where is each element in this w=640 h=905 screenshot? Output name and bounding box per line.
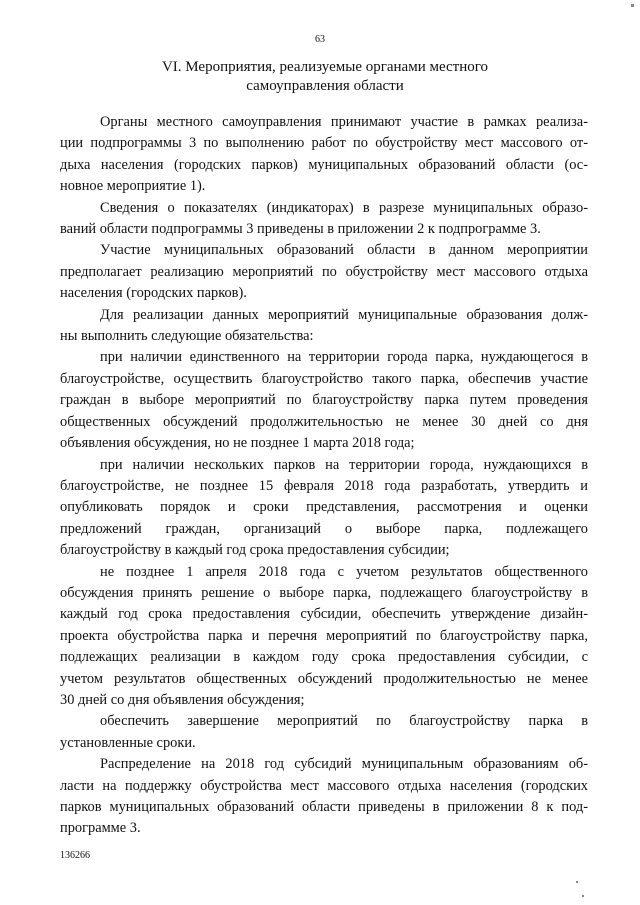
text-line: при наличии единственного на территории города парка, нуждающегося в (100, 349, 588, 366)
paragraph (60, 754, 588, 840)
text-line: каждый год срока предоставления субсидии, обеспечить утверждение дизайн- (60, 606, 588, 623)
text-line: учетом результатов общественных обсуждений продолжительностью не менее (60, 670, 588, 687)
text-line: дыха населения (городских парков) муниципальных образований области (ос- (60, 156, 588, 173)
paragraph (60, 347, 588, 454)
text-line: опубликовать порядок и сроки представления, рассмотрения и оценки (60, 499, 588, 516)
text-line: подлежащих реализации в каждом году срока предоставления субсидии, с (60, 649, 588, 666)
text-line: при наличии нескольких парков на территории города, нуждающихся в (100, 456, 588, 473)
text-line: ласти на поддержку обустройства мест массового отдыха населения (городских (60, 777, 588, 794)
scan-speck (631, 4, 634, 7)
paragraph (60, 711, 588, 754)
text-line: предложений граждан, организаций о выборе парка, подлежащего (60, 520, 588, 537)
text-line: предполагает реализацию мероприятий по обустройству мест массового отдыха (60, 263, 588, 280)
text-line: обеспечить завершение мероприятий по благоустройству парка в (100, 713, 588, 730)
text-line: Распределение на 2018 год субсидий муниципальным образованиям об- (100, 756, 588, 773)
text-line: общественных обсуждений продолжительностью не менее 30 дней со дня (60, 413, 588, 430)
text-line: обсуждения принять решение о выборе парка, подлежащего благоустройству в (60, 584, 588, 601)
text-line: ваний области подпрограммы 3 приведены в приложении 2 к подпрограмме 3. (60, 221, 541, 238)
text-line: парков муниципальных образований области приведены в приложении 8 к под- (60, 799, 588, 815)
text-line: Участие муниципальных образований области в данном мероприятии (100, 242, 588, 259)
body-text (60, 112, 588, 840)
text-line: Сведения о показателях (индикаторах) в разрезе муниципальных образо- (100, 199, 588, 216)
paragraph (60, 198, 588, 241)
text-line: не позднее 1 апреля 2018 года с учетом результатов общественного (100, 563, 588, 580)
text-line: программе 3. (60, 820, 141, 837)
paragraph (60, 455, 588, 562)
text-line: новное мероприятие 1). (60, 178, 206, 195)
scan-speck (576, 881, 578, 883)
page-number: 63 (315, 34, 325, 45)
text-line: установленные сроки. (60, 734, 196, 751)
text-line: проекта обустройства парка и перечня мероприятий по благоустройству парка, (60, 627, 588, 644)
text-line: благоустройстве, не позднее 15 февраля 2018 года разработать, утвердить и (60, 477, 588, 494)
text-line: Для реализации данных мероприятий муниципальные образования долж- (100, 306, 588, 323)
paragraph (60, 562, 588, 712)
paragraph (60, 112, 588, 198)
text-line: благоустройстве, осуществить благоустройство такого парка, обеспечив участие (60, 370, 588, 387)
scan-speck (582, 895, 584, 897)
text-line: ны выполнить следующие обязательства: (60, 328, 314, 345)
text-line: населения (городских парков). (60, 285, 247, 302)
text-line: Органы местного самоуправления принимают участие в рамках реализа- (100, 114, 588, 130)
section-heading-line-1: VI. Мероприятия, реализуемые органами местного (161, 59, 489, 75)
section-heading-line-2: самоуправления области (246, 78, 404, 94)
text-line: благоустройству в каждый год срока предоставления субсидии; (60, 542, 450, 559)
document-code: 136266 (60, 850, 90, 861)
paragraph (60, 240, 588, 304)
text-line: объявления обсуждения, но не позднее 1 марта 2018 года; (60, 435, 415, 452)
section-heading (80, 58, 570, 96)
paragraph (60, 305, 588, 348)
text-line: ции подпрограммы 3 по выполнению работ по обустройству мест массового от- (60, 135, 588, 152)
text-line: граждан в выборе мероприятий по благоустройству парка путем проведения (60, 392, 588, 409)
text-line: 30 дней со дня объявления обсуждения; (60, 691, 305, 708)
